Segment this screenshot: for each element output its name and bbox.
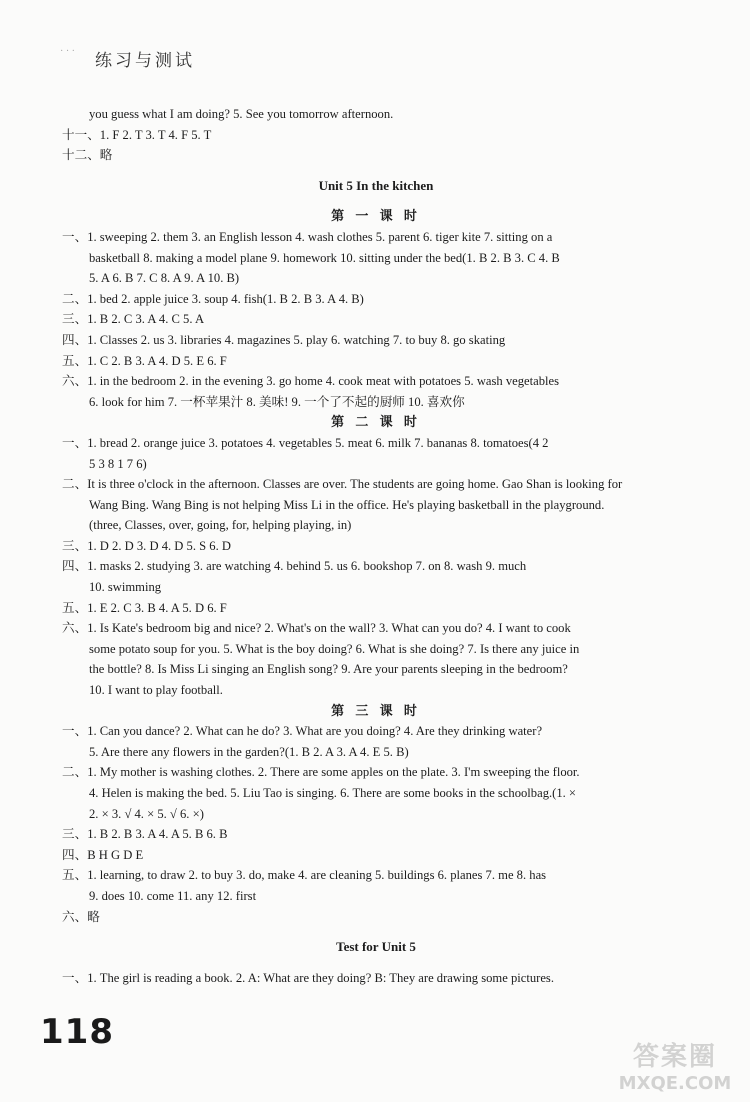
answer-line: 2. × 3. √ 4. × 5. √ 6. ×) xyxy=(89,806,204,821)
answer-line: 五、1. C 2. B 3. A 4. D 5. E 6. F xyxy=(62,353,227,368)
answer-line: 三、1. D 2. D 3. D 4. D 5. S 6. D xyxy=(62,538,231,553)
answer-line: 5. A 6. B 7. C 8. A 9. A 10. B) xyxy=(89,271,240,286)
answer-line: 10. swimming xyxy=(89,580,162,595)
answer-line: 六、略 xyxy=(62,909,100,924)
answer-line: 5. Are there any flowers in the garden?(1. B 2. A 3. A 4. E 5. B) xyxy=(89,744,409,759)
watermark-logo xyxy=(610,1036,740,1094)
answer-line: 三、1. B 2. B 3. A 4. A 5. B 6. B xyxy=(62,827,228,842)
answer-line: 一、1. The girl is reading a book. 2. A: What are they doing? B: They are drawing some pictures. xyxy=(62,970,554,985)
lesson-title: 第 一 课 时 xyxy=(331,208,421,224)
watermark-bottom-text: MXQE.COM xyxy=(618,1073,732,1094)
answer-line: 4. Helen is making the bed. 5. Liu Tao is singing. 6. There are some books in the schoolbag.(1. × xyxy=(89,786,577,800)
page-header-title: 练习与测试 xyxy=(95,51,195,71)
answer-line: 三、1. B 2. C 3. A 4. C 5. A xyxy=(62,312,205,327)
answer-line: basketball 8. making a model plane 9. homework 10. sitting under the bed(1. B 2. B 3. C 4. B xyxy=(89,250,560,265)
page-number: 118 xyxy=(40,1012,114,1052)
answer-line: (three, Classes, over, going, for, helping playing, in) xyxy=(89,518,352,533)
answer-line: 二、It is three o'clock in the afternoon. Classes are over. The students are going home. Gao Shan is looking for xyxy=(62,477,623,492)
answer-line: 四、B H G D E xyxy=(62,847,144,862)
lesson-title: 第 三 课 时 xyxy=(331,702,421,718)
answer-line: 五、1. E 2. C 3. B 4. A 5. D 6. F xyxy=(62,600,227,615)
answer-line: 9. does 10. come 11. any 12. first xyxy=(89,888,257,903)
answer-content xyxy=(62,104,690,988)
answer-line: 十二、略 xyxy=(62,148,113,163)
answer-line: Wang Bing. Wang Bing is not helping Miss Li in the office. He's playing basketball in the playground. xyxy=(89,497,605,512)
answer-line: 6. look for him 7. 一杯苹果汁 8. 美味! 9. 一个了不起的厨师 10. 喜欢你 xyxy=(89,394,465,409)
unit-title: Unit 5 In the kitchen xyxy=(318,177,434,193)
lesson-title: 第 二 课 时 xyxy=(331,414,421,430)
answer-line: 四、1. Classes 2. us 3. libraries 4. magazines 5. play 6. watching 7. to buy 8. go skating xyxy=(62,332,506,347)
answer-line: 十一、1. F 2. T 3. T 4. F 5. T xyxy=(62,127,212,142)
answer-line: 5 3 8 1 7 6) xyxy=(89,456,147,471)
answer-line: 一、1. bread 2. orange juice 3. potatoes 4. vegetables 5. meat 6. milk 7. bananas 8. tomatoes(4 2 xyxy=(62,435,549,450)
answer-line: some potato soup for you. 5. What is the boy doing? 6. What is she doing? 7. Is there any juice in xyxy=(89,641,580,656)
test-title: Test for Unit 5 xyxy=(336,939,416,955)
header-decoration: · · · xyxy=(60,46,75,57)
answer-line: the bottle? 8. Is Miss Li singing an English song? 9. Are your parents sleeping in the bedroom? xyxy=(89,662,568,677)
answer-line: 六、1. in the bedroom 2. in the evening 3. go home 4. cook meat with potatoes 5. wash vegetables xyxy=(62,374,559,389)
answer-line: 一、1. sweeping 2. them 3. an English lesson 4. wash clothes 5. parent 6. tiger kite 7. sitting on a xyxy=(62,229,553,244)
answer-line: 二、1. bed 2. apple juice 3. soup 4. fish(1. B 2. B 3. A 4. B) xyxy=(62,291,364,306)
watermark-top-text: 答案圈 xyxy=(632,1042,717,1072)
answer-line: 六、1. Is Kate's bedroom big and nice? 2. What's on the wall? 3. What can you do? 4. I want to cook xyxy=(62,621,571,636)
answer-line: 10. I want to play football. xyxy=(89,683,223,698)
answer-line: you guess what I am doing? 5. See you tomorrow afternoon. xyxy=(89,107,394,121)
answer-line: 五、1. learning, to draw 2. to buy 3. do, make 4. are cleaning 5. buildings 6. planes 7. me 8. has xyxy=(62,868,547,883)
answer-line: 四、1. masks 2. studying 3. are watching 4. behind 5. us 6. bookshop 7. on 8. wash 9. much xyxy=(62,559,527,574)
answer-line: 二、1. My mother is washing clothes. 2. There are some apples on the plate. 3. I'm sweeping the floor. xyxy=(62,765,580,780)
answer-line: 一、1. Can you dance? 2. What can he do? 3. What are you doing? 4. Are they drinking water? xyxy=(62,724,543,739)
